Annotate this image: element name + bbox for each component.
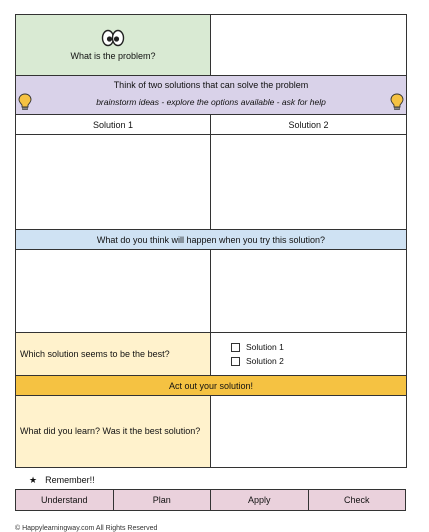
solution-1-option-label: Solution 1 [246, 342, 284, 352]
solution-2-option[interactable] [231, 356, 406, 366]
outcome-2-answer-box[interactable] [211, 250, 407, 333]
solution-2-checkbox[interactable] [231, 357, 240, 366]
solution-2-option-label: Solution 2 [246, 356, 284, 366]
copyright-footer: © Happylearningway.com All Rights Reserved [15, 525, 158, 532]
step-understand: Understand [16, 490, 114, 511]
worksheet [15, 14, 406, 468]
problem-label: What is the problem? [70, 51, 156, 61]
problem-answer-box[interactable] [211, 15, 407, 76]
lightbulb-icon [18, 93, 32, 111]
eyes-icon [101, 29, 125, 47]
solution-1-header: Solution 1 [16, 115, 211, 135]
star-icon: ★ [29, 474, 38, 485]
best-solution-options [211, 333, 407, 376]
worksheet-grid [15, 14, 407, 468]
steps-bar [15, 489, 406, 511]
solution-2-answer-box[interactable] [211, 135, 407, 230]
step-check: Check [308, 490, 406, 511]
solution-1-answer-box[interactable] [16, 135, 211, 230]
learn-answer-box[interactable] [211, 396, 407, 468]
solution-1-checkbox[interactable] [231, 343, 240, 352]
outcome-1-answer-box[interactable] [16, 250, 211, 333]
outcome-banner: What do you think will happen when you try this solution? [16, 230, 407, 250]
act-banner: Act out your solution! [16, 376, 407, 396]
solution-2-header: Solution 2 [211, 115, 407, 135]
step-apply: Apply [211, 490, 309, 511]
solutions-banner-title: Think of two solutions that can solve the problem [113, 79, 309, 90]
remember-line [29, 474, 95, 486]
solutions-banner-subtitle: brainstorm ideas - explore the options available - ask for help [96, 96, 326, 107]
learn-question: What did you learn? Was it the best solution? [16, 396, 211, 468]
problem-label-cell [16, 15, 211, 76]
lightbulb-icon [390, 93, 404, 111]
solution-1-option[interactable] [231, 342, 406, 352]
best-solution-question: Which solution seems to be the best? [16, 333, 211, 376]
solutions-banner [16, 76, 407, 115]
remember-label: Remember!! [45, 475, 95, 485]
step-plan: Plan [113, 490, 211, 511]
